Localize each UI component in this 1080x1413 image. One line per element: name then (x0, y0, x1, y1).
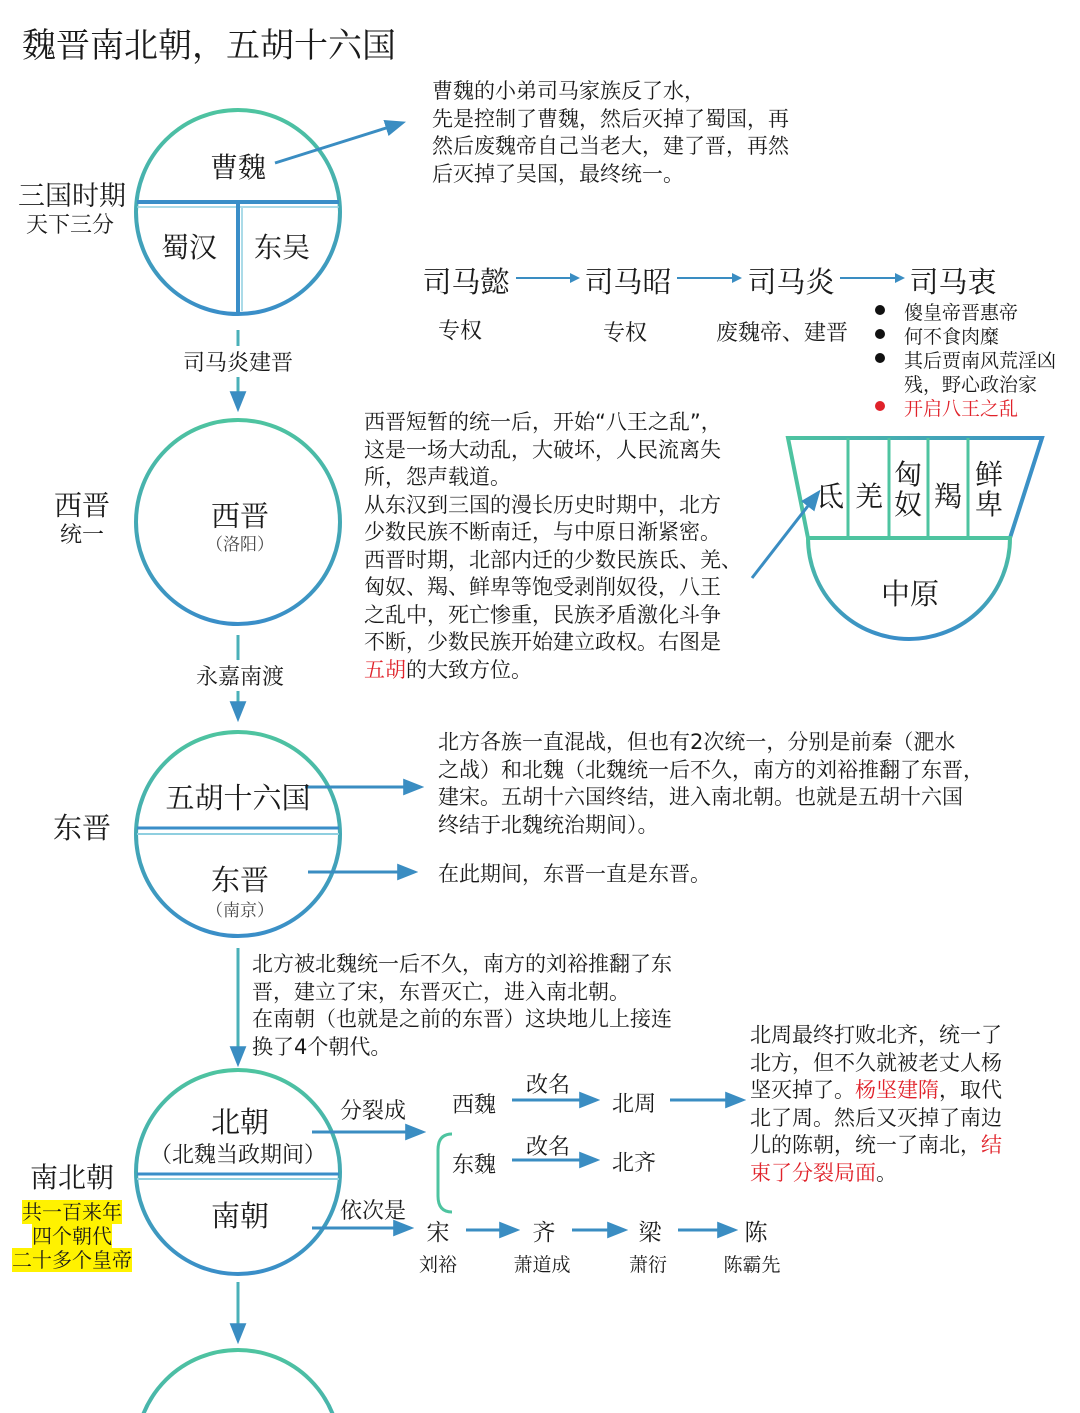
tribe-di: 氐 (815, 480, 845, 513)
desc-line: 北方被北魏统一后不久，南方的刘裕推翻了东 (252, 952, 672, 976)
desc-line: 北方各族一直混战，但也有2次统一，分别是前秦（淝水 (438, 730, 956, 754)
desc-line: 在南朝（也就是之前的东晋）这块地儿上接连 (252, 1007, 672, 1031)
circle-label-caowei: 曹魏 (209, 151, 267, 184)
desc-line: 北方，但不久就被老丈人杨 (750, 1050, 1002, 1075)
desc-text: 的大致方位。 (406, 657, 532, 682)
tribe-xiongnu: 匈奴 (893, 458, 922, 521)
circle-label-wuhu: 五胡十六国 (165, 781, 311, 815)
circle-label-shuhan: 蜀汉 (160, 231, 218, 264)
sanguo-description (432, 78, 862, 188)
bullet-4: 开启八王之乱 (904, 398, 1019, 420)
chain-name-simazhong: 司马衷 (909, 265, 997, 299)
desc-line: 终结于北魏统治期间）。 (438, 812, 659, 837)
desc-line: 先是控制了曹魏，然后灭掉了蜀国，再 (432, 106, 789, 131)
circle-label-dongjin: 东晋 (210, 863, 270, 897)
desc-line: 北了周。然后又灭掉了南边 (750, 1105, 1002, 1130)
arrow2-label: 永嘉南渡 (194, 660, 286, 691)
desc-line: 之战）和北魏（北魏统一后不久，南方的刘裕推翻了东晋， (438, 757, 984, 782)
beiqi-label: 北齐 (612, 1151, 657, 1176)
fact-text: 共一百来年 (22, 1200, 122, 1224)
desc-text: 坚灭掉了。 (750, 1078, 855, 1102)
circle-label-nanchao: 南朝 (210, 1199, 270, 1233)
wuhu-description (438, 729, 1038, 839)
nanbei-fact-3 (12, 1248, 132, 1272)
beizhou-description (750, 1022, 1050, 1187)
dongjin-description: 在此期间，东晋一直是东晋。 (438, 862, 711, 886)
dongwei-label: 东魏 (452, 1153, 497, 1178)
desc-line: 西晋时期，北部内迁的少数民族氐、羌、 (364, 547, 742, 572)
desc-line: 后灭掉了吴国，最终统一。 (432, 161, 684, 186)
desc-line: 西晋短暂的统一后，开始“八王之乱”， (364, 410, 722, 434)
beizhou-label: 北周 (612, 1092, 657, 1117)
dongjin-city: （南京） (206, 901, 274, 921)
desc-line: 北周最终打败北齐，统一了 (750, 1023, 1002, 1047)
beichao-sub: （北魏当政期间） (149, 1143, 327, 1168)
desc-line: 晋，建立了宋，东晋灭亡，进入南北朝。 (252, 979, 630, 1004)
desc-line: 这是一场大动乱，大破坏，人民流离失 (364, 437, 721, 462)
desc-line: 建宋。五胡十六国终结，进入南北朝。也就是五胡十六国 (438, 785, 963, 809)
chain-note-simayi: 专权 (437, 319, 483, 344)
bullet-3-cont: 残，野心政治家 (904, 374, 1038, 396)
desc-line: 不断，少数民族开始建立政权。右图是 (364, 630, 721, 654)
circle-label-beichao: 北朝 (210, 1105, 270, 1139)
south-qi: 齐 (532, 1220, 556, 1246)
desc-line: 曹魏的小弟司马家族反了水， (432, 79, 705, 103)
sanguo-period: 三国时期 (18, 181, 126, 212)
dongjin-period: 东晋 (52, 811, 112, 845)
desc-line: 少数民族不断南迁，与中原日渐紧密。 (364, 520, 721, 544)
dongwei-verb: 改名 (525, 1135, 571, 1160)
bullet-dots (875, 305, 885, 411)
chain-name-simayi: 司马懿 (422, 265, 510, 299)
desc-text: ，取代 (939, 1078, 1002, 1102)
tribe-jie: 羯 (933, 480, 963, 513)
end-highlight: 束了分裂局面 (750, 1160, 876, 1185)
chain-note-simayan: 废魏帝、建晋 (715, 321, 849, 346)
circle-label-xijin: 西晋 (210, 499, 270, 533)
chain-name-simazhao: 司马昭 (584, 265, 672, 299)
founder-liuyu: 刘裕 (418, 1254, 458, 1276)
south-chen: 陈 (744, 1220, 768, 1246)
desc-text: 。 (876, 1160, 897, 1185)
chain-name-simayan: 司马炎 (747, 265, 835, 299)
split-label: 分裂成 (340, 1099, 407, 1124)
fact-text: 四个朝代 (32, 1224, 112, 1248)
page-title: 魏晋南北朝，五胡十六国 (22, 26, 396, 66)
desc-text: 儿的陈朝，统一了南北， (750, 1133, 981, 1157)
sanguo-sub: 天下三分 (25, 213, 115, 238)
bullet-3: 其后贾南风荒淫凶 (904, 350, 1057, 372)
tribe-xianbei: 鲜卑 (974, 458, 1003, 521)
desc-line: 从东汉到三国的漫长历史时期中，北方 (364, 492, 721, 517)
xijin-description (364, 409, 769, 684)
desc-line (750, 1160, 1050, 1188)
desc-line (750, 1132, 1050, 1160)
arrow1-label: 司马炎建晋 (181, 346, 295, 377)
sanguo-circle (136, 110, 340, 314)
seq-label: 依次是 (340, 1199, 407, 1224)
nanbei-fact-1 (22, 1200, 122, 1224)
circle-label-dongwu: 东吴 (253, 231, 311, 264)
xijin-sub: 统一 (59, 523, 105, 548)
south-song: 宋 (426, 1220, 450, 1246)
wuhu-highlight: 五胡 (364, 657, 406, 682)
sui-highlight: 杨坚建隋 (855, 1078, 939, 1102)
tribe-qiang: 羌 (854, 480, 884, 513)
desc-line: 所，怨声载道。 (364, 465, 511, 489)
xiwei-verb: 改名 (525, 1073, 571, 1098)
xijin-city: （洛阳） (206, 535, 274, 555)
desc-line (364, 657, 769, 685)
chain-note-simazhao: 专权 (602, 321, 648, 346)
founder-xiaoyan: 萧衍 (628, 1254, 668, 1276)
bullet-2: 何不食肉糜 (904, 326, 1000, 348)
desc-line: 之乱中，死亡惨重，民族矛盾激化斗争 (364, 602, 721, 627)
zhongyuan-label: 中原 (880, 577, 940, 611)
next-circle (136, 1350, 340, 1413)
bullet-1: 傻皇帝晋惠帝 (904, 302, 1019, 324)
desc-line: 换了4个朝代。 (252, 1034, 392, 1059)
end-highlight: 结 (981, 1133, 1002, 1157)
nanbei-period: 南北朝 (29, 1161, 115, 1194)
south-liang: 梁 (638, 1220, 662, 1246)
desc-line: 然后废魏帝自己当老大，建了晋，再然 (432, 134, 789, 158)
desc-line: 匈奴、羯、鲜卑等饱受剥削奴役，八王 (364, 575, 721, 599)
desc-line (750, 1077, 1050, 1105)
arrow3-description (252, 951, 722, 1061)
founder-xiaodaocheng: 萧道成 (513, 1254, 571, 1276)
nanbei-fact-2 (32, 1224, 112, 1248)
xiwei-label: 西魏 (452, 1093, 497, 1118)
wei-brace (438, 1134, 452, 1212)
fact-text: 二十多个皇帝 (12, 1248, 132, 1272)
founder-chenbaxian: 陈霸先 (723, 1254, 781, 1276)
xijin-period: 西晋 (53, 489, 111, 522)
